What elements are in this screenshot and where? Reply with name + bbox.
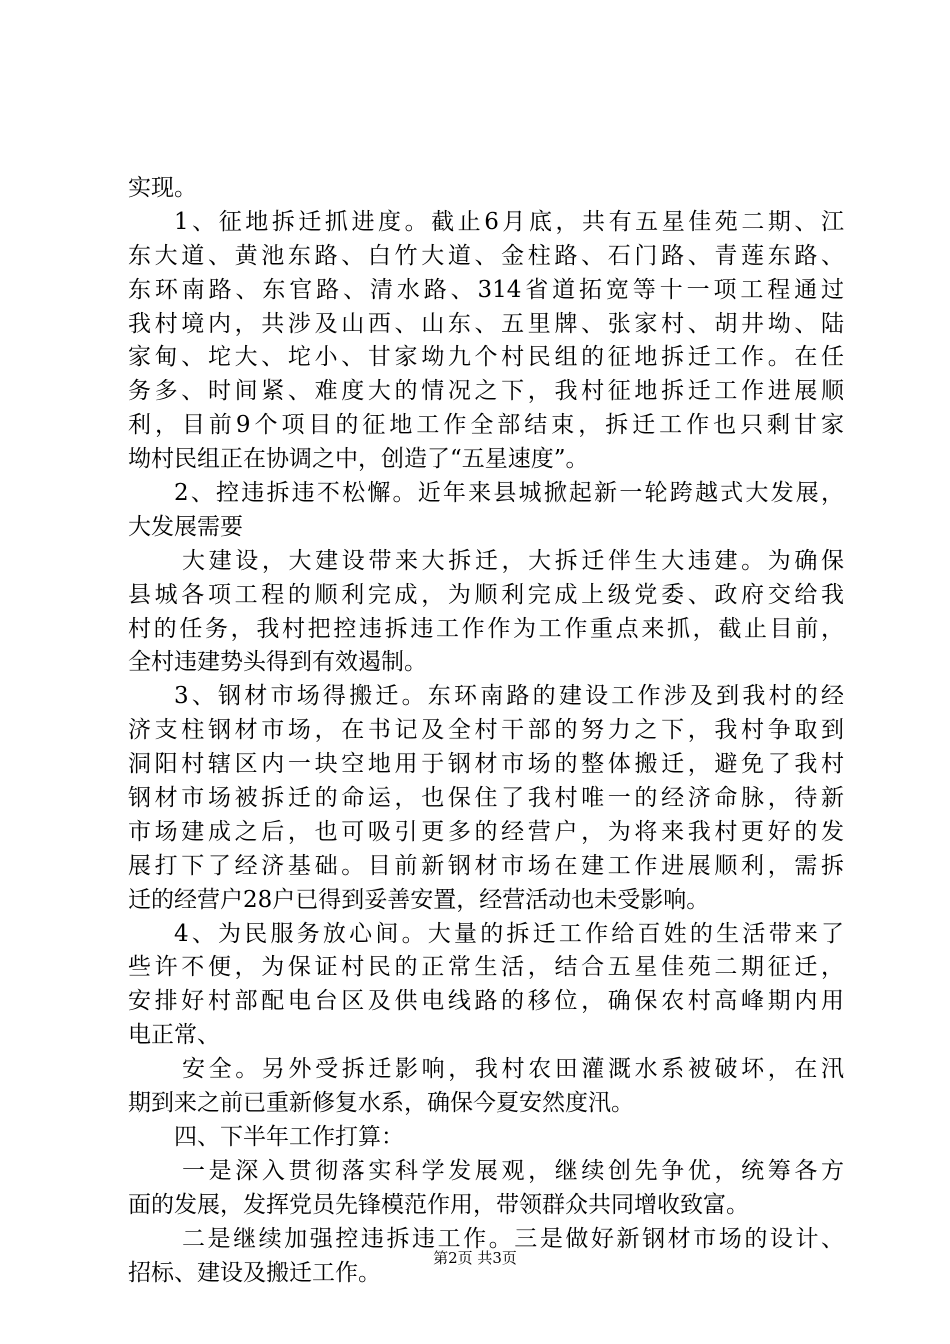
text-line: 安排好村部配电台区及供电线路的移位，确保农村高峰期内用 (128, 988, 844, 1015)
document-body (128, 172, 844, 1290)
text-line: 电正常、 (128, 1022, 220, 1049)
text-line: 安全。另外受拆迁影响，我村农田灌溉水系被破坏，在汛 (182, 1056, 844, 1083)
text-line: 家甸、坨大、坨小、甘家坳九个村民组的征地拆迁工作。在任 (128, 344, 844, 371)
page-footer (0, 1248, 950, 1268)
text-line: 3、钢材市场得搬迁。东环南路的建设工作涉及到我村的经 (174, 683, 844, 710)
text-line: 村的任务，我村把控违拆违工作作为工作重点来抓，截止目前， (128, 615, 844, 642)
text-line: 利，目前9个项目的征地工作全部结束，拆迁工作也只剩甘家 (128, 412, 844, 439)
text-line: 市场建成之后，也可吸引更多的经营户，为将来我村更好的发 (128, 818, 844, 845)
text-line: 洞阳村辖区内一块空地用于钢材市场的整体搬迁，避免了我村 (128, 751, 844, 778)
text-line: 大发展需要 (128, 513, 243, 540)
text-line: 东环南路、东官路、清水路、314省道拓宽等十一项工程通过 (128, 276, 844, 303)
text-line: 招标、建设及搬迁工作。 (128, 1259, 381, 1286)
text-line: 县城各项工程的顺利完成，为顺利完成上级党委、政府交给我 (128, 581, 844, 608)
text-line: 期到来之前已重新修复水系，确保今夏安然度汛。 (128, 1090, 634, 1117)
text-line: 4、为民服务放心间。大量的拆迁工作给百姓的生活带来了 (174, 920, 844, 947)
text-line: 东大道、黄池东路、白竹大道、金柱路、石门路、青莲东路、 (128, 242, 844, 269)
text-line: 二是继续加强控违拆违工作。三是做好新钢材市场的设计、 (182, 1225, 844, 1252)
text-line: 钢材市场被拆迁的命运，也保住了我村唯一的经济命脉，待新 (128, 785, 844, 812)
page-number-label: 第2页 共3页 (433, 1249, 517, 1267)
text-line: 坳村民组正在协调之中，创造了“五星速度”。 (128, 446, 589, 473)
text-line: 一是深入贯彻落实科学发展观，继续创先争优，统筹各方 (182, 1157, 844, 1184)
text-line: 我村境内，共涉及山西、山东、五里牌、张家村、胡井坳、陆 (128, 310, 844, 337)
text-line: 实现。 (128, 175, 197, 201)
text-line: 务多、时间紧、难度大的情况之下，我村征地拆迁工作进展顺 (128, 378, 844, 405)
text-line: 面的发展，发挥党员先锋模范作用，带领群众共同增收致富。 (128, 1191, 749, 1218)
text-line: 2、控违拆违不松懈。近年来县城掀起新一轮跨越式大发展， (174, 480, 844, 507)
text-line: 1、征地拆迁抓进度。截止6月底，共有五星佳苑二期、江 (174, 208, 844, 235)
text-line: 全村违建势头得到有效遏制。 (128, 649, 427, 676)
text-line: 展打下了经济基础。目前新钢材市场在建工作进展顺利，需拆 (128, 852, 844, 879)
text-line: 些许不便，为保证村民的正常生活，结合五星佳苑二期征迁， (128, 954, 844, 981)
text-line: 大建设，大建设带来大拆迁，大拆迁伴生大违建。为确保 (182, 547, 844, 574)
text-line: 迁的经营户28户已得到妥善安置，经营活动也未受影响。 (128, 886, 710, 913)
section-heading: 四、下半年工作打算： (174, 1123, 404, 1150)
text-line: 济支柱钢材市场，在书记及全村干部的努力之下，我村争取到 (128, 717, 844, 744)
